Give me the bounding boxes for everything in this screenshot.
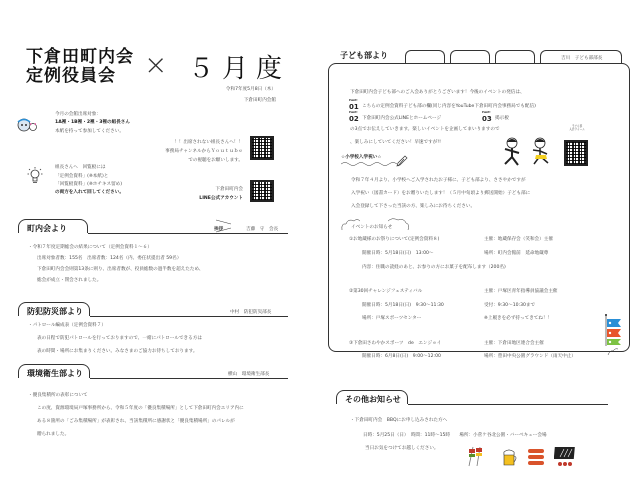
title-line1: 下倉田町内会 xyxy=(26,47,134,67)
bouhan-author: 中村 防犯防災部長 xyxy=(230,310,272,315)
event3-place: 場所：豊田中央公園グラウンド（雨天中止） xyxy=(484,354,576,359)
chonaikai-bullet: ・令和７年度定期総会の結果について（定例会資料１～６） xyxy=(28,245,152,250)
chonaikai-author: 吉藤 守 会長 xyxy=(246,227,279,232)
notice-line3: 「回覧板資料」(※ホチキス留め) xyxy=(55,182,123,187)
absent-line1: ！！出席されない組長さんへ！！ xyxy=(174,140,243,145)
point-02-num: 02 xyxy=(349,114,359,123)
notice-line4: の両方を入れて回してください。 xyxy=(55,190,124,195)
absent-line2: 事務局チャンネルからＹｏｕｔｕｂｅ xyxy=(165,149,243,154)
point-02-text: 下倉田町内会公式LINEとホームページ xyxy=(362,116,442,121)
line-account-label2: LINE公式アカウント xyxy=(199,196,243,201)
kankyo-line1: この度、資源環境局戸塚事務所から、令和５年度の「優良集積場所」として下倉田町内会エリア内に xyxy=(37,406,244,411)
running-kids-icon xyxy=(500,137,560,167)
point-01 xyxy=(349,100,359,111)
intro-line2: 1A裡・1B裡・2裡・3裡の組長さん xyxy=(55,120,130,125)
decor-tab xyxy=(450,50,490,64)
point-01-text: こちらの定例会資料子ども部の欄(同じ内容をYouTube下倉田町内会事務局でも配信) xyxy=(362,104,536,109)
lightbulb-icon xyxy=(27,166,43,186)
school-line1: 令和７年４月より、小学校へご入学されたお子様に、子ども部より、ささやかですが xyxy=(351,178,526,183)
event3-date: 開催日時：6月8日(日) 9:00～12:00 xyxy=(362,354,441,359)
point-label: Point! xyxy=(349,111,358,114)
section-title-kankyo: 環境衛生部より xyxy=(27,369,83,378)
bouhan-line1: 表の日程で防犯パトロールを行っておりますので、一緒にパトロールできる方は xyxy=(37,336,202,341)
point-01-num: 01 xyxy=(349,102,359,111)
school-line2: 入学祝い（図書カード）をお贈りいたします！（５月中旬頃より郵送開始）子ども部に xyxy=(351,191,531,196)
event1-date: 開催日時：5月18日(日) 13:00～ xyxy=(362,251,434,256)
bouhan-line2: 表の時間・場所にお集まりください。みなさまのご協力お待ちしております。 xyxy=(37,349,198,354)
title-month: ５月度 xyxy=(188,54,291,84)
kankyo-author: 横山 環境衛生部長 xyxy=(228,372,270,377)
kodomo-author: 吉川 子ども部部長 xyxy=(561,56,603,61)
mascot-icon xyxy=(17,116,37,132)
sausage-icon xyxy=(527,447,545,471)
kodomo-after2: 、楽しみにしていてください！早速ですが!! xyxy=(350,140,441,145)
youtube-qr-code[interactable] xyxy=(250,136,274,160)
beer-icon xyxy=(502,448,518,470)
section-title-bouhan: 防犯防災部より xyxy=(27,307,83,316)
section-title-other: その他お知らせ xyxy=(345,395,401,404)
point-02 xyxy=(349,112,359,123)
section-tab-kankyo xyxy=(18,364,90,378)
bouhan-bullet: ・パトロール編成表（定例会資料７） xyxy=(28,323,106,328)
chonaikai-line1: 出席対象者数：155名 出席者数：124名（内、委任状提出者 59名） xyxy=(37,256,182,261)
event2-place: 場所：戸塚スポーツセンター xyxy=(362,316,422,321)
kankyo-line3: 贈られました。 xyxy=(37,432,70,437)
event1-content: 内容：住職の読経のあと、お参りの方にお菓子を配布します（200名) xyxy=(362,265,506,270)
event1-title: ①お地蔵様のお祭りについて(定例会資料８) xyxy=(349,237,440,242)
title-line2: 定例役員会 xyxy=(26,66,116,86)
school-gift-title: ☆小学校入学祝い☆ xyxy=(341,155,382,160)
join-form-label xyxy=(566,125,588,131)
section-tab-other xyxy=(336,390,408,404)
event1-host: 主催：地蔵保存会（笑和会）主催 xyxy=(484,237,553,242)
divider xyxy=(408,404,608,405)
divider xyxy=(90,316,288,317)
line-account-label1: 下倉田町内会 xyxy=(215,187,243,192)
join-form-label2: 入会フォーム xyxy=(569,128,585,132)
event2-note: ※上履きを必ず持ってきてね！！ xyxy=(484,316,553,321)
notice-line2: 「定例会資料」(※本紙)と xyxy=(55,174,109,179)
decor-tab xyxy=(405,50,445,64)
pencil-icon xyxy=(396,152,408,171)
event1-place: 場所：町内会館前 延命地蔵尊 xyxy=(484,251,549,256)
absent-line3: での視聴をお願いします。 xyxy=(188,158,243,163)
event3-title: ③下倉田さわやかスポーツ de エンジョイ xyxy=(349,341,442,346)
notice-line1: 組長さんへ 回覧板には xyxy=(55,165,106,170)
kodomo-intro: 下倉田町内会子ども部へのご入会ありがとうございます！今後のイベントの発信は、 xyxy=(350,90,525,95)
chonaikai-line2: 下倉田町内会会則第13条に則り、出席者数が、役員総数の過半数を超えたため、 xyxy=(37,267,204,272)
events-title: イベントのお知らせ xyxy=(351,225,393,230)
event2-title: ②第30回チャレンジフェスティバル xyxy=(349,289,423,294)
section-tab-chonaikai xyxy=(18,219,88,233)
divider xyxy=(88,233,288,234)
kankyo-bullet: ・優良集積所の表彰について xyxy=(28,393,88,398)
join-form-label1: 子ども部 xyxy=(571,125,583,128)
point-label: Point! xyxy=(349,99,358,102)
meeting-date: 令和7年度5月8日（木） xyxy=(225,87,276,92)
event3-host: 主催：下倉田地区連合会主催 xyxy=(484,341,544,346)
skewer-icon xyxy=(465,445,485,471)
point-03-text: 掲示板 xyxy=(495,116,509,121)
point-03-num: 03 xyxy=(482,114,492,123)
title-cross: × xyxy=(144,48,168,81)
intro-line1: 今月の会館出席対象： xyxy=(55,112,101,117)
section-tab-bouhan xyxy=(18,302,90,316)
kodomo-after1: の3点でお伝えしていきます。楽しいイベントを企画してまいりますので xyxy=(350,127,500,132)
event2-host: 主催：戸塚区青年指導員協議会主催 xyxy=(484,289,558,294)
meeting-venue: 下倉田町内会館 xyxy=(243,98,276,103)
koinobori-icon xyxy=(604,314,624,356)
chonaikai-line3: 総会が成立・閉会されました。 xyxy=(37,278,102,283)
section-title-kodomo: 子ども部より xyxy=(340,51,388,60)
other-line1: 日時：5月25日（日） 時間：11時～15時 場所：小菅ケ谷北公園・バーベキュー会場 xyxy=(363,433,547,438)
kodomo-author-tab xyxy=(540,50,622,64)
divider xyxy=(90,378,288,379)
point-label: Point! xyxy=(482,111,491,114)
greeting-label: 挨拶 xyxy=(214,227,224,232)
other-line2: 当日お気をつけてお越しください。 xyxy=(365,446,439,451)
section-title-chonaikai: 町内会より xyxy=(27,224,67,233)
greeting-mark-icon xyxy=(215,219,235,234)
intro-line3: 本紙を持って参加してください。 xyxy=(55,129,124,134)
line-qr-code[interactable] xyxy=(250,180,274,202)
grill-icon xyxy=(554,445,578,473)
kankyo-line2: ある８箇所の「ごみ集積場所」が表彰され、当該集積所に感謝状と「優良集積場所」のパレルが xyxy=(37,419,235,424)
other-bullet: ・下倉田町内会 BBQにお申し込みされた方へ xyxy=(350,418,448,423)
event2-date: 開催日時：5月18日(日) 9:30～11:30 xyxy=(362,303,444,308)
school-line3: 入会登録して下さった当該の方、楽しみにお待ちください。 xyxy=(351,204,476,209)
decor-tab xyxy=(495,50,535,64)
join-form-qr-code[interactable] xyxy=(564,140,588,166)
point-03 xyxy=(482,112,492,123)
event2-reception: 受付：9:30～10:30まで xyxy=(484,303,536,308)
